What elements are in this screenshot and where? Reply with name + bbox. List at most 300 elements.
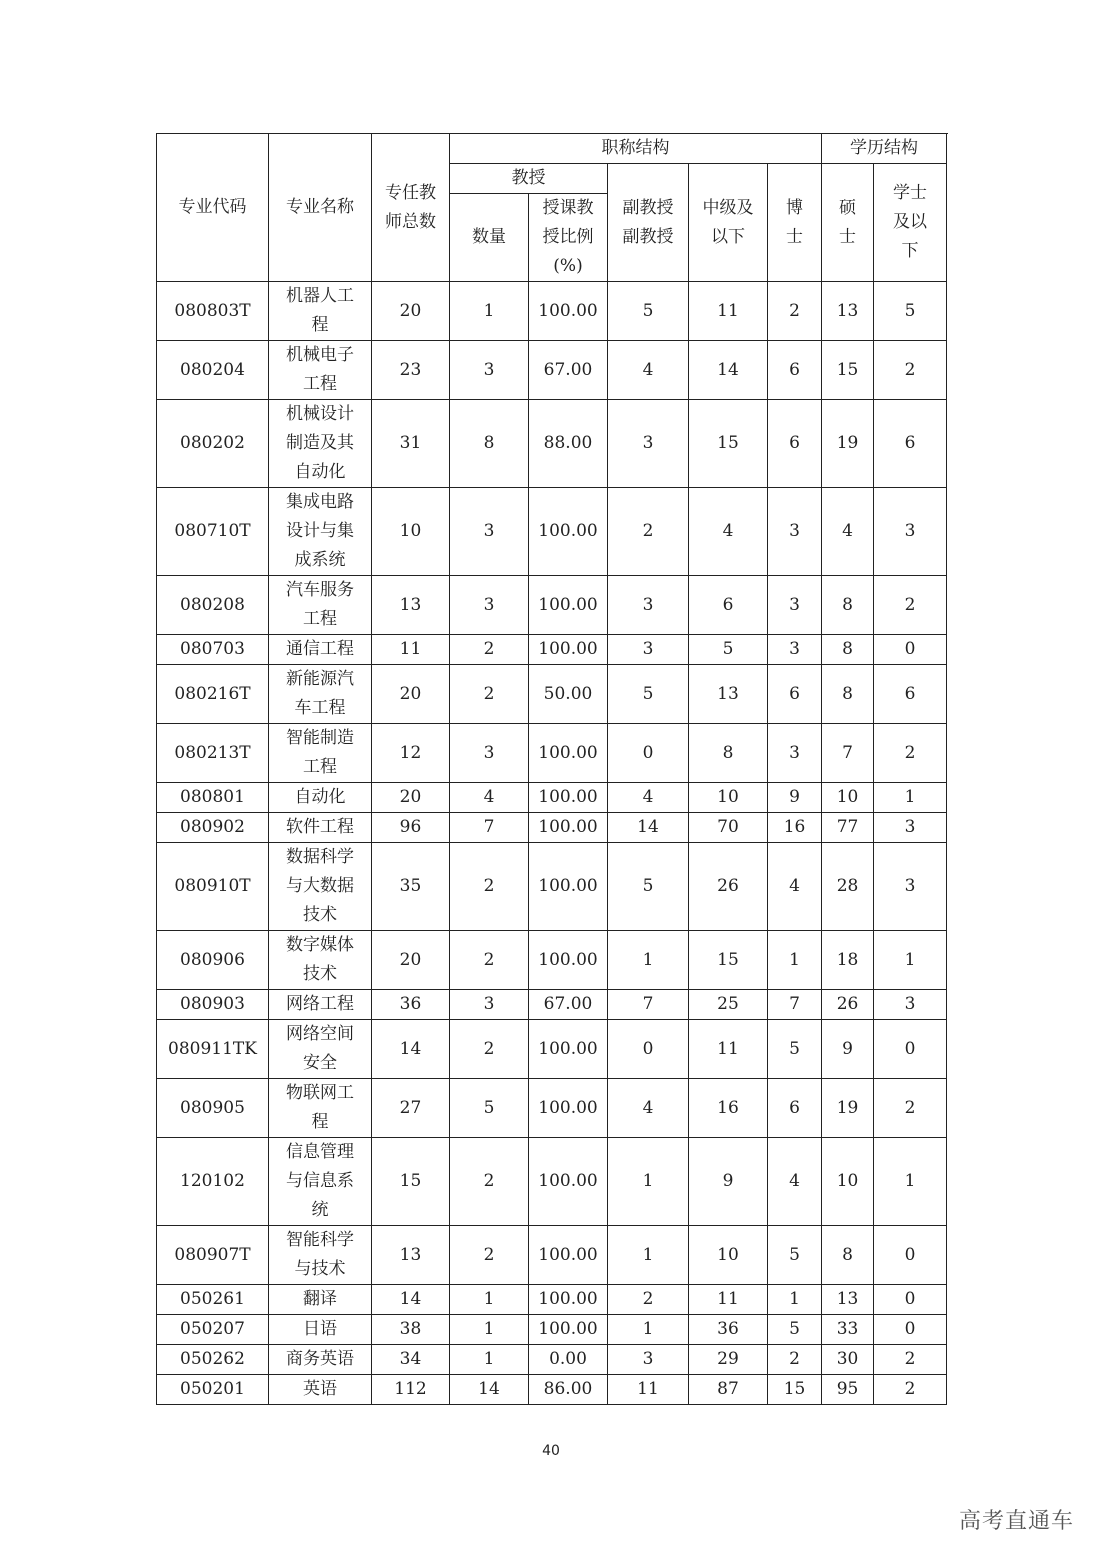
header-phd <box>768 164 822 282</box>
cell-code: 080213T <box>157 724 269 783</box>
cell-master: 95 <box>822 1375 874 1405</box>
cell-name-line: 程 <box>311 315 329 335</box>
cell-total: 13 <box>372 576 450 635</box>
header-ratio <box>529 194 608 282</box>
header-master-line1: 硕 <box>839 197 857 218</box>
cell-phd: 4 <box>768 1138 822 1226</box>
cell-phd: 3 <box>768 576 822 635</box>
cell-name <box>269 931 372 990</box>
cell-master: 15 <box>822 341 874 400</box>
header-phd-line1: 博 <box>786 197 804 218</box>
cell-bachelor: 3 <box>874 813 947 843</box>
cell-name <box>269 1138 372 1226</box>
cell-ratio: 100.00 <box>529 1079 608 1138</box>
cell-bachelor: 3 <box>874 843 947 931</box>
cell-bachelor: 2 <box>874 1375 947 1405</box>
header-mid-line2: 以下 <box>711 226 745 247</box>
cell-ratio: 100.00 <box>529 813 608 843</box>
header-count: 数量 <box>450 194 529 282</box>
cell-name <box>269 990 372 1020</box>
table-row <box>157 488 947 576</box>
cell-assoc: 0 <box>608 724 689 783</box>
cell-assoc: 3 <box>608 576 689 635</box>
cell-name-line: 数字媒体 <box>286 935 354 955</box>
cell-mid: 11 <box>689 1285 768 1315</box>
cell-name <box>269 576 372 635</box>
cell-prof: 2 <box>450 1020 529 1079</box>
cell-code: 080703 <box>157 635 269 665</box>
header-assoc-line2: 副教授 <box>622 226 674 247</box>
cell-ratio: 100.00 <box>529 1020 608 1079</box>
cell-code: 050201 <box>157 1375 269 1405</box>
header-ratio-line1: 授课教 <box>542 198 594 218</box>
header-master-line2: 士 <box>839 226 857 247</box>
header-assoc-line1: 副教授 <box>622 197 674 218</box>
cell-name <box>269 724 372 783</box>
table-header <box>157 134 947 282</box>
cell-ratio: 100.00 <box>529 783 608 813</box>
cell-bachelor: 0 <box>874 1285 947 1315</box>
cell-ratio: 100.00 <box>529 1226 608 1285</box>
faculty-structure-table <box>156 133 947 1405</box>
cell-code: 050261 <box>157 1285 269 1315</box>
cell-name-line: 与大数据 <box>286 876 354 896</box>
header-total-line2: 师总数 <box>385 211 436 232</box>
cell-mid: 9 <box>689 1138 768 1226</box>
cell-name-line: 智能科学 <box>286 1230 354 1250</box>
cell-master: 26 <box>822 990 874 1020</box>
table-row <box>157 665 947 724</box>
table-row <box>157 783 947 813</box>
cell-ratio: 88.00 <box>529 400 608 488</box>
cell-prof: 7 <box>450 813 529 843</box>
cell-name <box>269 341 372 400</box>
header-assoc <box>608 164 689 282</box>
cell-name-line: 安全 <box>303 1053 337 1073</box>
cell-mid: 14 <box>689 341 768 400</box>
cell-name-line: 机械电子 <box>286 345 354 365</box>
cell-phd: 3 <box>768 635 822 665</box>
cell-phd: 7 <box>768 990 822 1020</box>
cell-ratio: 67.00 <box>529 990 608 1020</box>
cell-mid: 87 <box>689 1375 768 1405</box>
cell-ratio: 0.00 <box>529 1345 608 1375</box>
cell-name <box>269 843 372 931</box>
cell-prof: 2 <box>450 1226 529 1285</box>
header-professor: 教授 <box>450 164 608 194</box>
cell-bachelor: 0 <box>874 1226 947 1285</box>
header-ratio-line2: 授比例 <box>542 227 594 247</box>
cell-mid: 15 <box>689 400 768 488</box>
cell-prof: 3 <box>450 576 529 635</box>
cell-mid: 11 <box>689 1020 768 1079</box>
cell-assoc: 14 <box>608 813 689 843</box>
cell-phd: 15 <box>768 1375 822 1405</box>
cell-phd: 1 <box>768 1285 822 1315</box>
watermark: 高考直通车 <box>958 1509 1074 1534</box>
cell-code: 080910T <box>157 843 269 931</box>
cell-mid: 13 <box>689 665 768 724</box>
cell-phd: 16 <box>768 813 822 843</box>
header-ratio-line3: (%) <box>553 256 583 276</box>
cell-assoc: 1 <box>608 1226 689 1285</box>
cell-prof: 2 <box>450 635 529 665</box>
cell-name <box>269 1345 372 1375</box>
cell-prof: 1 <box>450 282 529 341</box>
cell-name-line: 工程 <box>303 609 337 629</box>
cell-code: 080905 <box>157 1079 269 1138</box>
cell-total: 27 <box>372 1079 450 1138</box>
cell-master: 8 <box>822 1226 874 1285</box>
cell-phd: 3 <box>768 724 822 783</box>
table-row <box>157 341 947 400</box>
cell-assoc: 4 <box>608 783 689 813</box>
cell-bachelor: 5 <box>874 282 947 341</box>
cell-total: 96 <box>372 813 450 843</box>
cell-name <box>269 1315 372 1345</box>
cell-total: 10 <box>372 488 450 576</box>
table-row <box>157 1375 947 1405</box>
cell-name-line: 车工程 <box>294 698 346 718</box>
cell-code: 080803T <box>157 282 269 341</box>
table-row <box>157 843 947 931</box>
cell-name-line: 机械设计 <box>286 404 354 424</box>
cell-code: 050262 <box>157 1345 269 1375</box>
table-row <box>157 990 947 1020</box>
cell-code: 080204 <box>157 341 269 400</box>
cell-phd: 2 <box>768 1345 822 1375</box>
cell-ratio: 67.00 <box>529 341 608 400</box>
header-total-line1: 专任教 <box>385 182 436 203</box>
cell-assoc: 3 <box>608 635 689 665</box>
table-row <box>157 1345 947 1375</box>
cell-phd: 6 <box>768 341 822 400</box>
cell-total: 12 <box>372 724 450 783</box>
cell-prof: 3 <box>450 724 529 783</box>
cell-assoc: 5 <box>608 282 689 341</box>
cell-code: 120102 <box>157 1138 269 1226</box>
table-row <box>157 282 947 341</box>
cell-name-line: 技术 <box>303 964 337 984</box>
cell-assoc: 2 <box>608 488 689 576</box>
cell-name-line: 日语 <box>303 1319 337 1339</box>
cell-phd: 5 <box>768 1226 822 1285</box>
cell-assoc: 1 <box>608 1315 689 1345</box>
cell-prof: 2 <box>450 665 529 724</box>
cell-prof: 1 <box>450 1285 529 1315</box>
cell-phd: 5 <box>768 1315 822 1345</box>
cell-total: 38 <box>372 1315 450 1345</box>
cell-name-line: 物联网工 <box>286 1083 354 1103</box>
cell-name-line: 商务英语 <box>286 1349 354 1369</box>
cell-total: 34 <box>372 1345 450 1375</box>
cell-total: 35 <box>372 843 450 931</box>
cell-bachelor: 3 <box>874 488 947 576</box>
cell-code: 080903 <box>157 990 269 1020</box>
cell-master: 7 <box>822 724 874 783</box>
cell-assoc: 1 <box>608 1138 689 1226</box>
cell-phd: 2 <box>768 282 822 341</box>
cell-mid: 5 <box>689 635 768 665</box>
cell-master: 18 <box>822 931 874 990</box>
cell-ratio: 100.00 <box>529 843 608 931</box>
cell-total: 112 <box>372 1375 450 1405</box>
cell-name <box>269 1226 372 1285</box>
cell-master: 8 <box>822 576 874 635</box>
cell-master: 4 <box>822 488 874 576</box>
cell-ratio: 100.00 <box>529 488 608 576</box>
cell-bachelor: 2 <box>874 1345 947 1375</box>
table-body <box>157 282 947 1405</box>
cell-ratio: 100.00 <box>529 1315 608 1345</box>
cell-master: 9 <box>822 1020 874 1079</box>
header-mid-line1: 中级及 <box>702 197 754 218</box>
cell-bachelor: 2 <box>874 1079 947 1138</box>
header-phd-line2: 士 <box>786 226 804 247</box>
cell-assoc: 3 <box>608 400 689 488</box>
cell-mid: 10 <box>689 1226 768 1285</box>
cell-ratio: 100.00 <box>529 1285 608 1315</box>
cell-code: 080208 <box>157 576 269 635</box>
cell-prof: 1 <box>450 1315 529 1345</box>
cell-prof: 5 <box>450 1079 529 1138</box>
cell-name <box>269 1285 372 1315</box>
cell-total: 31 <box>372 400 450 488</box>
cell-name-line: 集成电路 <box>286 492 354 512</box>
cell-code: 080906 <box>157 931 269 990</box>
cell-name-line: 制造及其 <box>286 433 354 453</box>
cell-code: 080911TK <box>157 1020 269 1079</box>
cell-name <box>269 665 372 724</box>
header-master <box>822 164 874 282</box>
cell-phd: 9 <box>768 783 822 813</box>
cell-prof: 2 <box>450 931 529 990</box>
cell-name <box>269 1375 372 1405</box>
table-row <box>157 1315 947 1345</box>
cell-total: 36 <box>372 990 450 1020</box>
cell-name <box>269 282 372 341</box>
cell-phd: 1 <box>768 931 822 990</box>
cell-name-line: 网络工程 <box>286 994 354 1014</box>
cell-mid: 16 <box>689 1079 768 1138</box>
cell-prof: 3 <box>450 341 529 400</box>
cell-assoc: 11 <box>608 1375 689 1405</box>
cell-mid: 36 <box>689 1315 768 1345</box>
cell-phd: 3 <box>768 488 822 576</box>
cell-ratio: 50.00 <box>529 665 608 724</box>
cell-name <box>269 783 372 813</box>
cell-bachelor: 0 <box>874 1315 947 1345</box>
cell-total: 20 <box>372 282 450 341</box>
cell-mid: 29 <box>689 1345 768 1375</box>
cell-assoc: 4 <box>608 341 689 400</box>
cell-master: 77 <box>822 813 874 843</box>
cell-master: 30 <box>822 1345 874 1375</box>
table-row <box>157 1226 947 1285</box>
page-number: 40 <box>542 1443 560 1459</box>
cell-phd: 6 <box>768 1079 822 1138</box>
cell-ratio: 100.00 <box>529 576 608 635</box>
cell-mid: 6 <box>689 576 768 635</box>
cell-prof: 14 <box>450 1375 529 1405</box>
header-bachelor-line2: 及以 <box>893 212 928 232</box>
cell-name-line: 自动化 <box>294 462 346 482</box>
cell-assoc: 2 <box>608 1285 689 1315</box>
cell-master: 8 <box>822 635 874 665</box>
cell-master: 13 <box>822 1285 874 1315</box>
header-title-structure: 职称结构 <box>450 134 822 164</box>
cell-total: 13 <box>372 1226 450 1285</box>
cell-total: 20 <box>372 665 450 724</box>
header-edu-structure: 学历结构 <box>822 134 947 164</box>
cell-name <box>269 635 372 665</box>
cell-master: 8 <box>822 665 874 724</box>
cell-total: 20 <box>372 931 450 990</box>
header-bachelor-line3: 下 <box>901 241 919 261</box>
table-row <box>157 813 947 843</box>
cell-name-line: 与信息系 <box>286 1171 354 1191</box>
cell-master: 28 <box>822 843 874 931</box>
cell-prof: 1 <box>450 1345 529 1375</box>
cell-name-line: 工程 <box>303 757 337 777</box>
cell-phd: 6 <box>768 400 822 488</box>
cell-phd: 6 <box>768 665 822 724</box>
cell-total: 23 <box>372 341 450 400</box>
cell-name <box>269 400 372 488</box>
cell-assoc: 5 <box>608 665 689 724</box>
cell-total: 11 <box>372 635 450 665</box>
table-row <box>157 576 947 635</box>
cell-name-line: 翻译 <box>303 1289 337 1309</box>
header-total <box>372 134 450 282</box>
cell-name-line: 智能制造 <box>286 728 354 748</box>
cell-assoc: 5 <box>608 843 689 931</box>
table-row <box>157 1020 947 1079</box>
header-mid <box>689 164 768 282</box>
cell-name-line: 汽车服务 <box>286 580 354 600</box>
cell-assoc: 1 <box>608 931 689 990</box>
cell-name-line: 工程 <box>303 374 337 394</box>
cell-master: 10 <box>822 1138 874 1226</box>
cell-ratio: 100.00 <box>529 931 608 990</box>
cell-assoc: 7 <box>608 990 689 1020</box>
cell-prof: 3 <box>450 990 529 1020</box>
table-row <box>157 1079 947 1138</box>
cell-name-line: 成系统 <box>294 550 346 570</box>
cell-code: 080902 <box>157 813 269 843</box>
header-bachelor-line1: 学士 <box>893 183 928 203</box>
cell-master: 19 <box>822 400 874 488</box>
cell-name-line: 自动化 <box>294 787 346 807</box>
cell-master: 19 <box>822 1079 874 1138</box>
table-row <box>157 931 947 990</box>
cell-total: 15 <box>372 1138 450 1226</box>
cell-mid: 8 <box>689 724 768 783</box>
cell-bachelor: 0 <box>874 635 947 665</box>
cell-mid: 26 <box>689 843 768 931</box>
cell-mid: 70 <box>689 813 768 843</box>
cell-assoc: 0 <box>608 1020 689 1079</box>
cell-bachelor: 6 <box>874 665 947 724</box>
table-row <box>157 400 947 488</box>
cell-name-line: 技术 <box>303 905 337 925</box>
cell-bachelor: 2 <box>874 576 947 635</box>
cell-assoc: 3 <box>608 1345 689 1375</box>
cell-code: 080710T <box>157 488 269 576</box>
cell-mid: 11 <box>689 282 768 341</box>
cell-ratio: 100.00 <box>529 635 608 665</box>
header-bachelor <box>874 164 947 282</box>
cell-master: 13 <box>822 282 874 341</box>
cell-name-line: 机器人工 <box>286 286 354 306</box>
cell-prof: 2 <box>450 1138 529 1226</box>
cell-master: 33 <box>822 1315 874 1345</box>
cell-name-line: 程 <box>311 1112 329 1132</box>
cell-name-line: 网络空间 <box>286 1024 354 1044</box>
cell-name <box>269 1020 372 1079</box>
cell-name-line: 新能源汽 <box>286 669 354 689</box>
cell-total: 14 <box>372 1020 450 1079</box>
cell-name-line: 统 <box>311 1200 329 1220</box>
cell-mid: 10 <box>689 783 768 813</box>
table-row <box>157 635 947 665</box>
header-code: 专业代码 <box>157 134 269 282</box>
cell-assoc: 4 <box>608 1079 689 1138</box>
cell-prof: 8 <box>450 400 529 488</box>
cell-bachelor: 0 <box>874 1020 947 1079</box>
cell-bachelor: 1 <box>874 783 947 813</box>
cell-total: 20 <box>372 783 450 813</box>
cell-prof: 3 <box>450 488 529 576</box>
cell-name <box>269 488 372 576</box>
cell-bachelor: 1 <box>874 1138 947 1226</box>
cell-bachelor: 1 <box>874 931 947 990</box>
cell-name <box>269 813 372 843</box>
cell-phd: 4 <box>768 843 822 931</box>
cell-code: 080907T <box>157 1226 269 1285</box>
cell-bachelor: 3 <box>874 990 947 1020</box>
header-name: 专业名称 <box>269 134 372 282</box>
cell-bachelor: 2 <box>874 341 947 400</box>
table-row <box>157 1285 947 1315</box>
cell-name-line: 数据科学 <box>286 847 354 867</box>
cell-mid: 4 <box>689 488 768 576</box>
cell-ratio: 86.00 <box>529 1375 608 1405</box>
cell-phd: 5 <box>768 1020 822 1079</box>
cell-ratio: 100.00 <box>529 724 608 783</box>
cell-prof: 4 <box>450 783 529 813</box>
cell-bachelor: 2 <box>874 724 947 783</box>
cell-code: 080216T <box>157 665 269 724</box>
cell-total: 14 <box>372 1285 450 1315</box>
cell-ratio: 100.00 <box>529 1138 608 1226</box>
cell-bachelor: 6 <box>874 400 947 488</box>
cell-name-line: 通信工程 <box>286 639 354 659</box>
cell-prof: 2 <box>450 843 529 931</box>
cell-name-line: 与技术 <box>294 1259 346 1279</box>
table-row <box>157 724 947 783</box>
cell-code: 080202 <box>157 400 269 488</box>
cell-name-line: 软件工程 <box>286 817 354 837</box>
table-row <box>157 1138 947 1226</box>
cell-mid: 25 <box>689 990 768 1020</box>
cell-master: 10 <box>822 783 874 813</box>
cell-mid: 15 <box>689 931 768 990</box>
cell-code: 080801 <box>157 783 269 813</box>
cell-name-line: 英语 <box>303 1379 337 1399</box>
cell-name <box>269 1079 372 1138</box>
cell-name-line: 设计与集 <box>286 521 354 541</box>
